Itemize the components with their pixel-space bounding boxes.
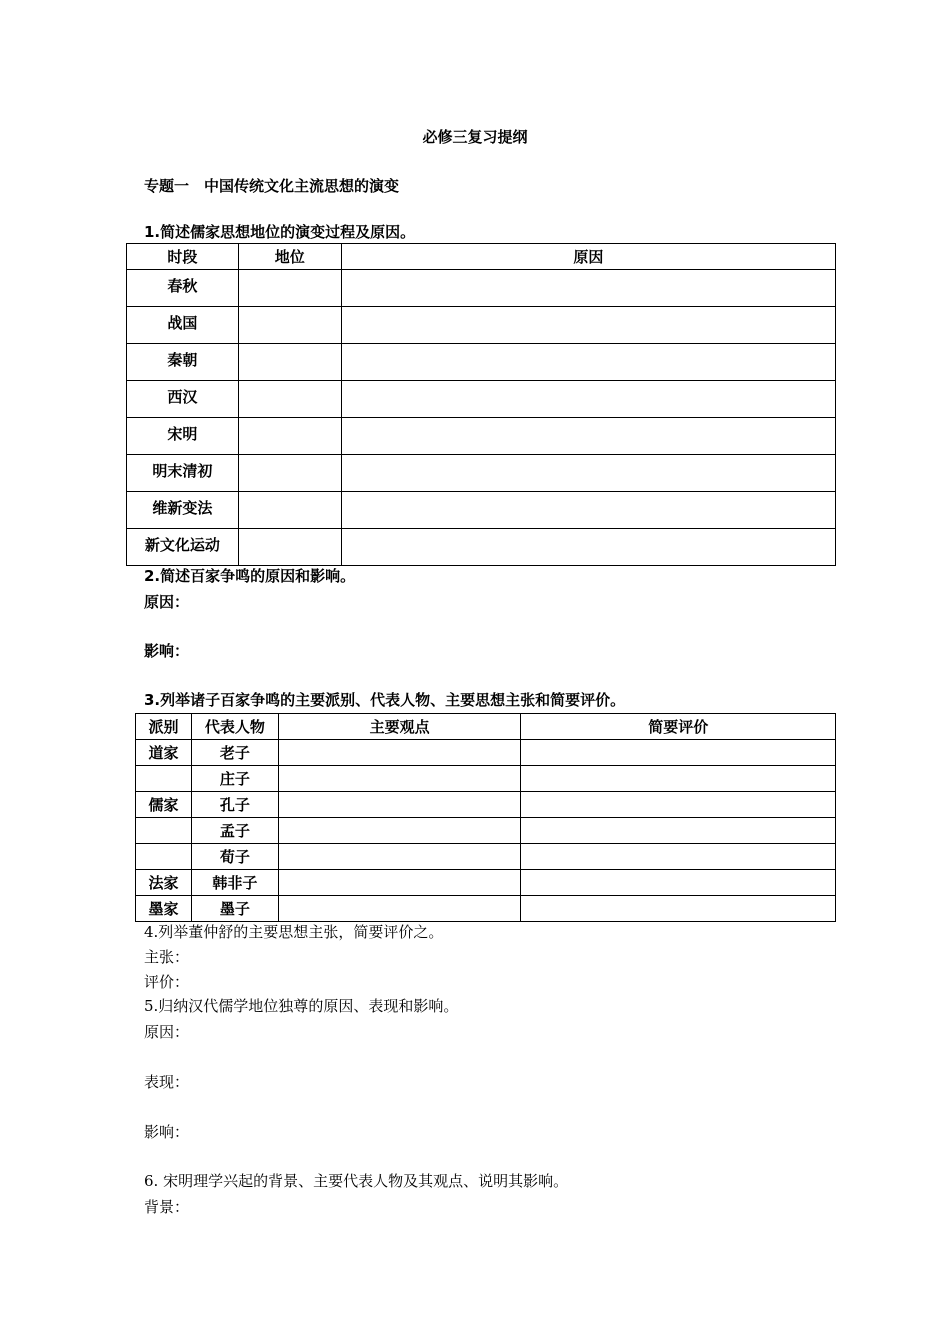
period-cell: 新文化运动 bbox=[144, 536, 220, 554]
view-cell[interactable] bbox=[278, 740, 521, 766]
evaluation-cell[interactable] bbox=[521, 870, 836, 896]
q2-reason-label: 原因： bbox=[144, 593, 190, 611]
header-reason: 原因 bbox=[341, 244, 835, 270]
table-row bbox=[136, 844, 836, 870]
period-cell: 西汉 bbox=[167, 388, 198, 406]
page-title: 必修三复习提纲 bbox=[422, 128, 528, 146]
q4-evaluation-label: 评价： bbox=[144, 973, 190, 991]
person-cell: 荀子 bbox=[191, 844, 278, 870]
schools-table bbox=[135, 713, 836, 922]
status-cell[interactable] bbox=[238, 492, 341, 529]
header-status: 地位 bbox=[238, 244, 341, 270]
person-cell: 韩非子 bbox=[191, 870, 278, 896]
person-cell: 庄子 bbox=[191, 766, 278, 792]
reason-cell[interactable] bbox=[341, 492, 835, 529]
header-view: 主要观点 bbox=[278, 714, 521, 740]
status-cell[interactable] bbox=[238, 418, 341, 455]
table-row bbox=[127, 381, 836, 418]
header-person: 代表人物 bbox=[191, 714, 278, 740]
q5-manifest-label: 表现： bbox=[144, 1073, 190, 1091]
school-cell: 儒家 bbox=[136, 792, 192, 818]
reason-cell[interactable] bbox=[341, 344, 835, 381]
table-row bbox=[136, 792, 836, 818]
evaluation-cell[interactable] bbox=[521, 740, 836, 766]
table-header-row bbox=[127, 244, 836, 270]
period-cell: 明末清初 bbox=[152, 462, 213, 480]
view-cell[interactable] bbox=[278, 870, 521, 896]
view-cell[interactable] bbox=[278, 844, 521, 870]
question-2: 2.简述百家争鸣的原因和影响。 bbox=[144, 567, 356, 585]
view-cell[interactable] bbox=[278, 896, 521, 922]
question-4: 4.列举董仲舒的主要思想主张，简要评价之。 bbox=[144, 923, 444, 941]
evaluation-cell[interactable] bbox=[521, 896, 836, 922]
q4-claim-label: 主张： bbox=[144, 948, 190, 966]
table-row bbox=[127, 307, 836, 344]
school-cell: 法家 bbox=[136, 870, 192, 896]
status-cell[interactable] bbox=[238, 344, 341, 381]
q2-impact-label: 影响： bbox=[144, 642, 190, 660]
person-cell: 孔子 bbox=[191, 792, 278, 818]
period-cell: 春秋 bbox=[167, 277, 198, 295]
person-cell: 老子 bbox=[191, 740, 278, 766]
view-cell[interactable] bbox=[278, 792, 521, 818]
period-cell: 秦朝 bbox=[167, 351, 198, 369]
table-row bbox=[127, 344, 836, 381]
status-cell[interactable] bbox=[238, 529, 341, 566]
school-cell bbox=[136, 766, 192, 792]
period-cell: 战国 bbox=[167, 314, 198, 332]
school-cell: 道家 bbox=[136, 740, 192, 766]
table-row bbox=[127, 492, 836, 529]
question-1: 1.简述儒家思想地位的演变过程及原因。 bbox=[144, 223, 416, 241]
question-3: 3.列举诸子百家争鸣的主要派别、代表人物、主要思想主张和简要评价。 bbox=[144, 691, 626, 709]
reason-cell[interactable] bbox=[341, 455, 835, 492]
status-cell[interactable] bbox=[238, 381, 341, 418]
question-6: 6. 宋明理学兴起的背景、主要代表人物及其观点、说明其影响。 bbox=[144, 1172, 569, 1190]
question-5: 5.归纳汉代儒学地位独尊的原因、表现和影响。 bbox=[144, 997, 459, 1015]
status-cell[interactable] bbox=[238, 307, 341, 344]
person-cell: 孟子 bbox=[191, 818, 278, 844]
reason-cell[interactable] bbox=[341, 418, 835, 455]
school-cell bbox=[136, 818, 192, 844]
reason-cell[interactable] bbox=[341, 529, 835, 566]
school-cell bbox=[136, 844, 192, 870]
table-row bbox=[127, 529, 836, 566]
evaluation-cell[interactable] bbox=[521, 818, 836, 844]
reason-cell[interactable] bbox=[341, 307, 835, 344]
status-table bbox=[126, 243, 836, 566]
evaluation-cell[interactable] bbox=[521, 792, 836, 818]
view-cell[interactable] bbox=[278, 766, 521, 792]
q5-reason-label: 原因： bbox=[144, 1023, 190, 1041]
table-row bbox=[127, 418, 836, 455]
q6-background-label: 背景： bbox=[144, 1198, 190, 1216]
school-cell: 墨家 bbox=[136, 896, 192, 922]
period-cell: 宋明 bbox=[167, 425, 198, 443]
table-row bbox=[127, 455, 836, 492]
reason-cell[interactable] bbox=[341, 381, 835, 418]
header-period: 时段 bbox=[127, 244, 239, 270]
table-header-row bbox=[136, 714, 836, 740]
period-cell: 维新变法 bbox=[152, 499, 213, 517]
q5-impact-label: 影响： bbox=[144, 1123, 190, 1141]
evaluation-cell[interactable] bbox=[521, 766, 836, 792]
reason-cell[interactable] bbox=[341, 270, 835, 307]
topic-heading: 专题一 中国传统文化主流思想的演变 bbox=[144, 177, 400, 195]
person-cell: 墨子 bbox=[191, 896, 278, 922]
view-cell[interactable] bbox=[278, 818, 521, 844]
evaluation-cell[interactable] bbox=[521, 844, 836, 870]
header-school: 派别 bbox=[136, 714, 192, 740]
status-cell[interactable] bbox=[238, 270, 341, 307]
table-row bbox=[127, 270, 836, 307]
table-row bbox=[136, 766, 836, 792]
table-row bbox=[136, 818, 836, 844]
table-row bbox=[136, 740, 836, 766]
table-row bbox=[136, 870, 836, 896]
table-row bbox=[136, 896, 836, 922]
header-evaluation: 简要评价 bbox=[521, 714, 836, 740]
status-cell[interactable] bbox=[238, 455, 341, 492]
